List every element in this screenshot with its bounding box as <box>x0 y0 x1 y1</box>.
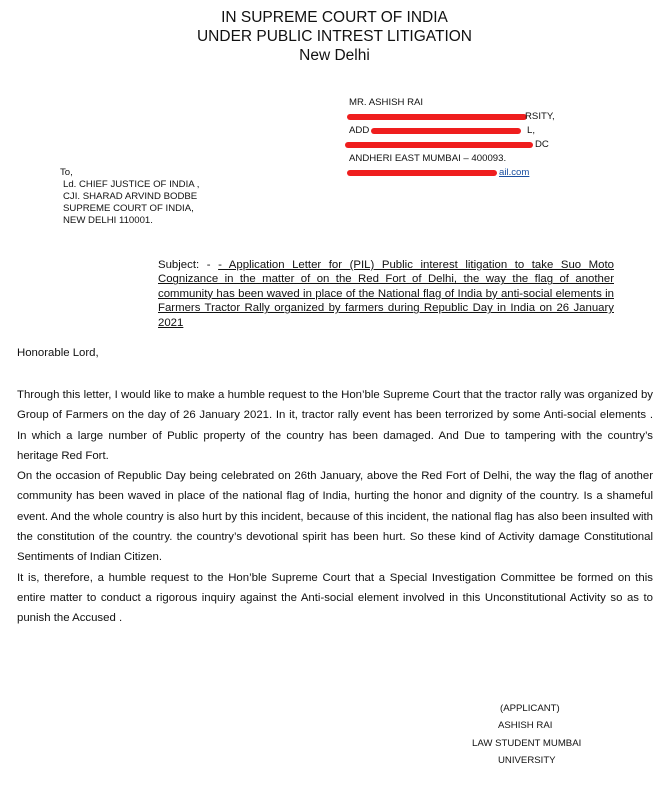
body-paragraph-1: Through this letter, I would like to make a humble request to the Hon’ble Supreme Court that the tractor rally was organized by Group of Farmers on the day of 26 January 2021. In it, tractor rally event has been terrorized by some Anti-social elements . In which a large number of Public property of the country has been damaged. And Due to tampering with the country’s heritage Red Fort. <box>17 389 653 462</box>
litigation-heading: UNDER PUBLIC INTREST LITIGATION <box>196 28 473 45</box>
signature-title: LAW STUDENT MUMBAI <box>472 737 582 749</box>
redaction-mark <box>347 170 497 176</box>
court-heading: IN SUPREME COURT OF INDIA <box>221 9 448 26</box>
redaction-mark <box>347 114 527 120</box>
salutation: Honorable Lord, <box>17 347 99 359</box>
signature-block <box>472 700 622 769</box>
city-heading: New Delhi <box>299 47 370 64</box>
sender-address <box>349 96 555 180</box>
sender-email: ail.com <box>349 166 506 180</box>
body-paragraph-3: It is, therefore, a humble request to the Hon’ble Supreme Court that a Special Investigation Committee be formed on this entire matter to conduct a rigorous inquiry against the Anti-social element involved in this Unconstitutional Activity so as to punish the Accused . <box>17 571 653 625</box>
signature-applicant: (APPLICANT) <box>500 703 560 714</box>
recipient-line-4: NEW DELHI 110001. <box>63 215 153 226</box>
redaction-mark <box>371 128 521 134</box>
to-label: To, <box>60 167 73 178</box>
body-paragraph-2: On the occasion of Republic Day being celebrated on 26th January, above the Red Fort of Delhi, the way the flag of another community has been waved in place of the national flag of India, hurting the honor and dignity of the country. Is a shameful event. And the whole country is also hurt by this incident, because of this incident, the national flag has also been insulted with the constitution of the country. the country’s devotional spirit has been hurt. So these kind of Activity damage Constitutional Sentiments of Indian Citizen. <box>17 470 653 564</box>
subject-block <box>158 258 614 330</box>
sender-address-line-2: RSITY, <box>349 110 506 124</box>
sender-address-line-5: ANDHERI EAST MUMBAI – 400093. <box>349 153 507 164</box>
signature-name: ASHISH RAI <box>498 720 553 732</box>
signature-institution: UNIVERSITY <box>498 754 556 766</box>
sender-address-line-4: DC <box>349 138 506 152</box>
recipient-line-3: SUPREME COURT OF INDIA, <box>63 203 194 214</box>
recipient-line-1: Ld. CHIEF JUSTICE OF INDIA , <box>63 179 200 190</box>
letter-body <box>17 385 653 629</box>
sender-address-line-3: ADD L, <box>349 125 536 136</box>
redaction-mark <box>345 142 533 148</box>
subject-label: Subject: - <box>158 259 219 271</box>
sender-name: MR. ASHISH RAI <box>349 97 424 108</box>
recipient-address <box>60 167 200 227</box>
recipient-line-2: CJI. SHARAD ARVIND BODBE <box>63 191 198 202</box>
subject-text: - Application Letter for (PIL) Public interest litigation to take Suo Moto Cognizance in the matter of on the Red Fort of Delhi, the way the flag of another community has been waved in place of the National flag of India by anti-social elements in Farmers Tractor Rally organized by farmers during Republic Day in India on 26 January 2021 <box>158 259 615 329</box>
